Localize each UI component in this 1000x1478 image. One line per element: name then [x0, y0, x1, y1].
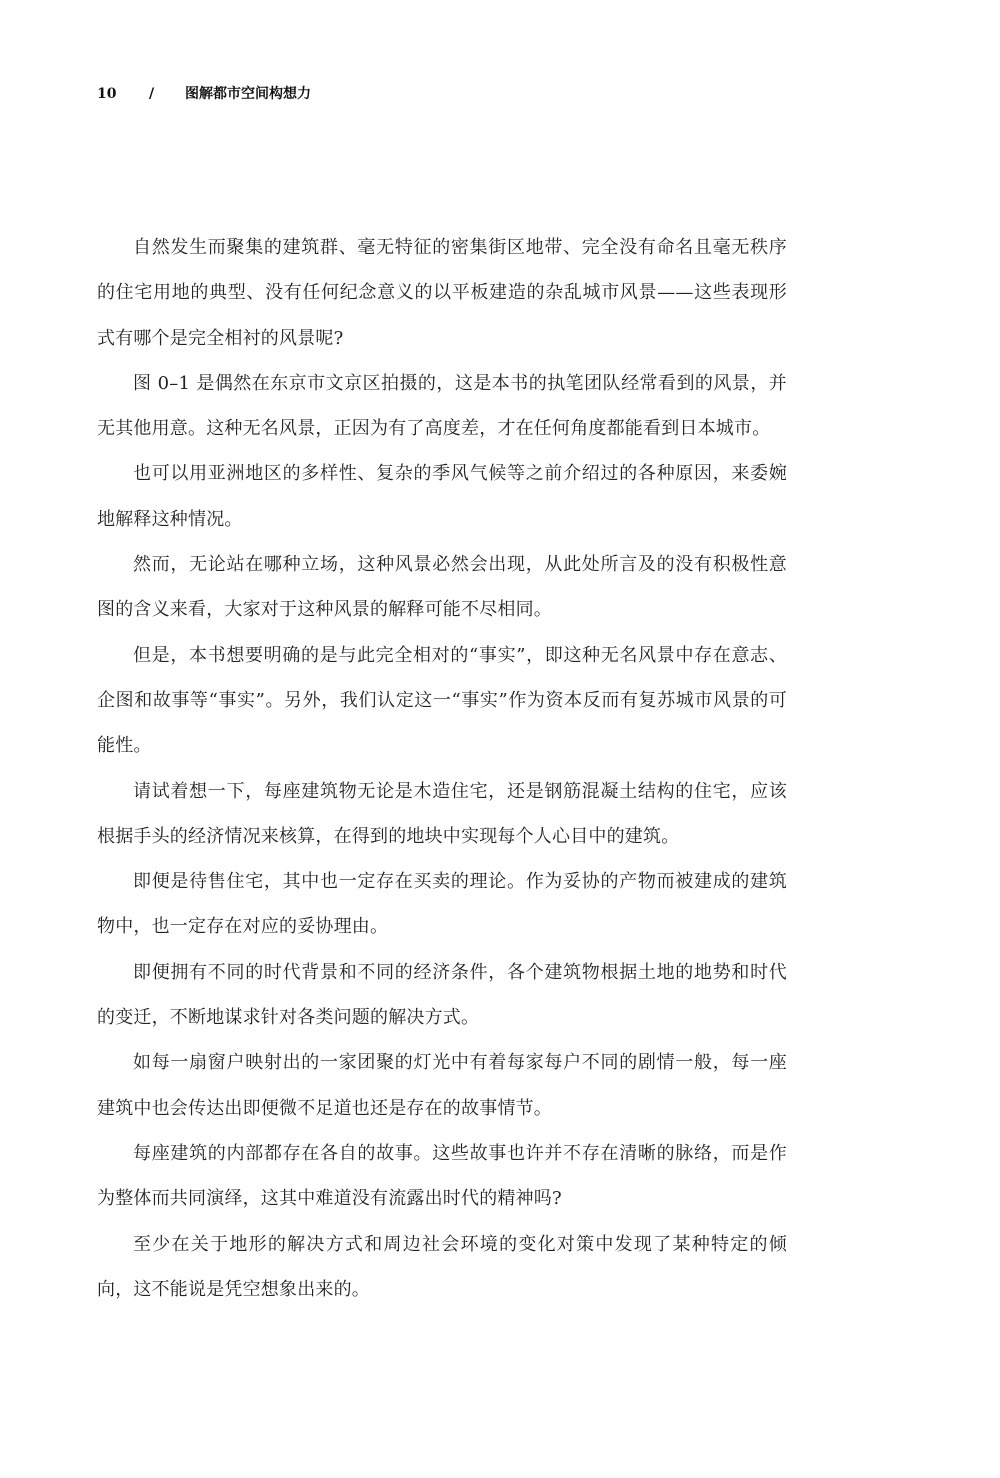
paragraph: 请试着想一下，每座建筑物无论是木造住宅，还是钢筋混凝土结构的住宅，应该根据手头的经济情况来核算，在得到的地块中实现每个人心目中的建筑。 [97, 780, 787, 847]
header-separator: / [149, 86, 155, 102]
paragraph: 也可以用亚洲地区的多样性、复杂的季风气候等之前介绍过的各种原因，来委婉地解释这种情况。 [97, 463, 787, 530]
paragraph: 然而，无论站在哪种立场，这种风景必然会出现，从此处所言及的没有积极性意图的含义来看，大家对于这种风景的解释可能不尽相同。 [97, 554, 787, 621]
running-header [97, 82, 797, 106]
paragraph: 即便是待售住宅，其中也一定存在买卖的理论。作为妥协的产物而被建成的建筑物中，也一定存在对应的妥协理由。 [97, 871, 787, 938]
paragraph: 即便拥有不同的时代背景和不同的经济条件，各个建筑物根据土地的地势和时代的变迁，不断地谋求针对各类问题的解决方式。 [97, 961, 787, 1029]
paragraph: 如每一扇窗户映射出的一家团聚的灯光中有着每家每户不同的剧情一般，每一座建筑中也会传达出即便微不足道也还是存在的故事情节。 [97, 1052, 787, 1119]
body-text [97, 225, 787, 1312]
paragraph: 图 0–1 是偶然在东京市文京区拍摄的，这是本书的执笔团队经常看到的风景，并无其他用意。这种无名风景，正因为有了高度差，才在任何角度都能看到日本城市。 [97, 372, 787, 440]
page-number: 10 [97, 86, 117, 102]
book-title: 图解都市空间构想力 [185, 86, 311, 102]
paragraph: 每座建筑的内部都存在各自的故事。这些故事也许并不存在清晰的脉络，而是作为整体而共同演绎，这其中难道没有流露出时代的精神吗? [97, 1142, 787, 1210]
paragraph: 但是，本书想要明确的是与此完全相对的“事实”，即这种无名风景中存在意志、企图和故事等“事实”。另外，我们认定这一“事实”作为资本反而有复苏城市风景的可能性。 [97, 644, 787, 757]
paragraph: 至少在关于地形的解决方式和周边社会环境的变化对策中发现了某种特定的倾向，这不能说是凭空想象出来的。 [97, 1233, 787, 1300]
paragraph: 自然发生而聚集的建筑群、毫无特征的密集街区地带、完全没有命名且毫无秩序的住宅用地的典型、没有任何纪念意义的以平板建造的杂乱城市风景——这些表现形式有哪个是完全相衬的风景呢? [97, 237, 787, 349]
